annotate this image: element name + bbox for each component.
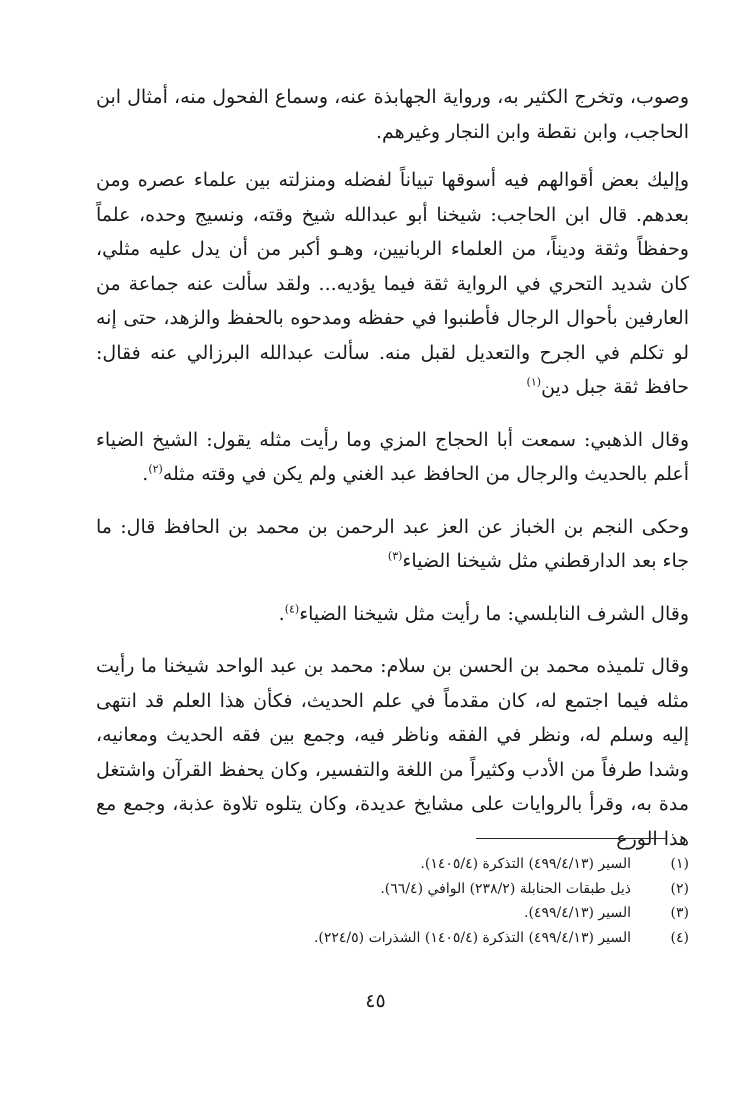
footnote-text: السير (٤٩٩/٤/١٣) التذكرة (١٤٠٥/٤).: [420, 856, 631, 872]
footnote-text: السير (٤٩٩/٤/١٣) التذكرة (١٤٠٥/٤) الشذرات (٢٢٤/٥).: [313, 929, 631, 946]
paragraph-4-text: وحكى النجم بن الخباز عن العز عبد الرحمن بن محمد بن الحافظ قال: ما جاء بعد الدارقطني مثل شيخنا الضياء: [96, 515, 689, 572]
paragraph-5: [96, 597, 689, 632]
paragraph-1-text: وصوب، وتخرج الكثير به، ورواية الجهابذة عنه، وسماع الفحول منه، أمثال ابن الحاجب، وابن نقطة وابن النجار وغيرهم.: [96, 86, 689, 143]
paragraph-2-text: وإليك بعض أقوالهم فيه أسوقها تبياناً لفضله ومنزلته بين علماء عصره ومن بعدهم. قال ابن الحاجب: شيخنا أبو عبدالله شيخ وقته، ونسيج وحده، علماً وحفظاً وثقة وديناً، من العلماء الربانيين، وهـو أكبر من أن يدل عليه مثلي، كان شديد التحري في الرواية ثقة فيما يؤديه... ولقد سألت عنه جماعة من العارفين بأحوال الرجال فأطنبوا في حفظه ومدحوه بالحفظ والزهد، حتى إنه لو تكلم في الجرح والتعديل لقبل منه. سألت عبدالله البرزالي عنه فقال: حافظ ثقة جبل دين: [96, 169, 690, 398]
paragraph-2: [96, 163, 689, 405]
footnote-marker-4[interactable]: (٤): [284, 602, 300, 616]
footnotes-section: [170, 852, 689, 950]
paragraph-3-end: .: [142, 463, 149, 485]
footnote-text: ذيل طبقات الحنابلة (٢٣٨/٢) الوافي (٦٦/٤).: [380, 880, 631, 897]
paragraph-3: [96, 423, 689, 492]
footnote-number: (٤): [670, 929, 689, 946]
footnote-marker-3[interactable]: (٣): [387, 549, 403, 563]
footnote-1: [170, 852, 689, 877]
footnote-number: (١): [670, 856, 689, 872]
page-number: ٤٥: [365, 990, 386, 1012]
footnote-number: (٢): [670, 880, 689, 897]
footnote-4: [170, 926, 689, 951]
footnote-marker-2[interactable]: (٢): [148, 462, 163, 476]
paragraph-5-end: .: [278, 602, 285, 625]
paragraph-1: [96, 80, 689, 149]
footnote-3: [170, 901, 689, 926]
paragraph-6-text: وقال تلميذه محمد بن الحسن بن سلام: محمد بن عبد الواحد شيخنا ما رأيت مثله فيما اجتمع له، كان مقدماً في علم الحديث، فكأن هذا العلم قد انتهى إليه وسلم له، ونظر في الفقه وناظر فيه، وجمع بين فقه الحديث ومعانيه، وشدا طرفاً من الأدب وكثيراً من اللغة والتفسير، وكان يحفظ القرآن واشتغل مدة به، وقرأ بالروايات على مشايخ عديدة، وكان يتلوه تلاوة عذبة، وجمع مع هذا الورع: [96, 655, 689, 850]
paragraph-6: [96, 649, 689, 856]
paragraph-3-text: وقال الذهبي: سمعت أبا الحجاج المزي وما رأيت مثله يقول: الشيخ الضياء أعلم بالحديث والرجال من الحافظ عبد الغني ولم يكن في وقته مثله: [96, 428, 689, 485]
footnote-2: [170, 877, 689, 902]
paragraph-4: [96, 510, 689, 579]
main-text: [96, 80, 689, 856]
footnote-divider: [476, 838, 667, 839]
paragraph-5-text: وقال الشرف النابلسي: ما رأيت مثل شيخنا الضياء: [299, 602, 689, 625]
footnote-text: السير (٤٩٩/٤/١٣).: [524, 905, 631, 921]
footnote-marker-1[interactable]: (١): [526, 375, 542, 389]
footnote-number: (٣): [670, 905, 689, 921]
